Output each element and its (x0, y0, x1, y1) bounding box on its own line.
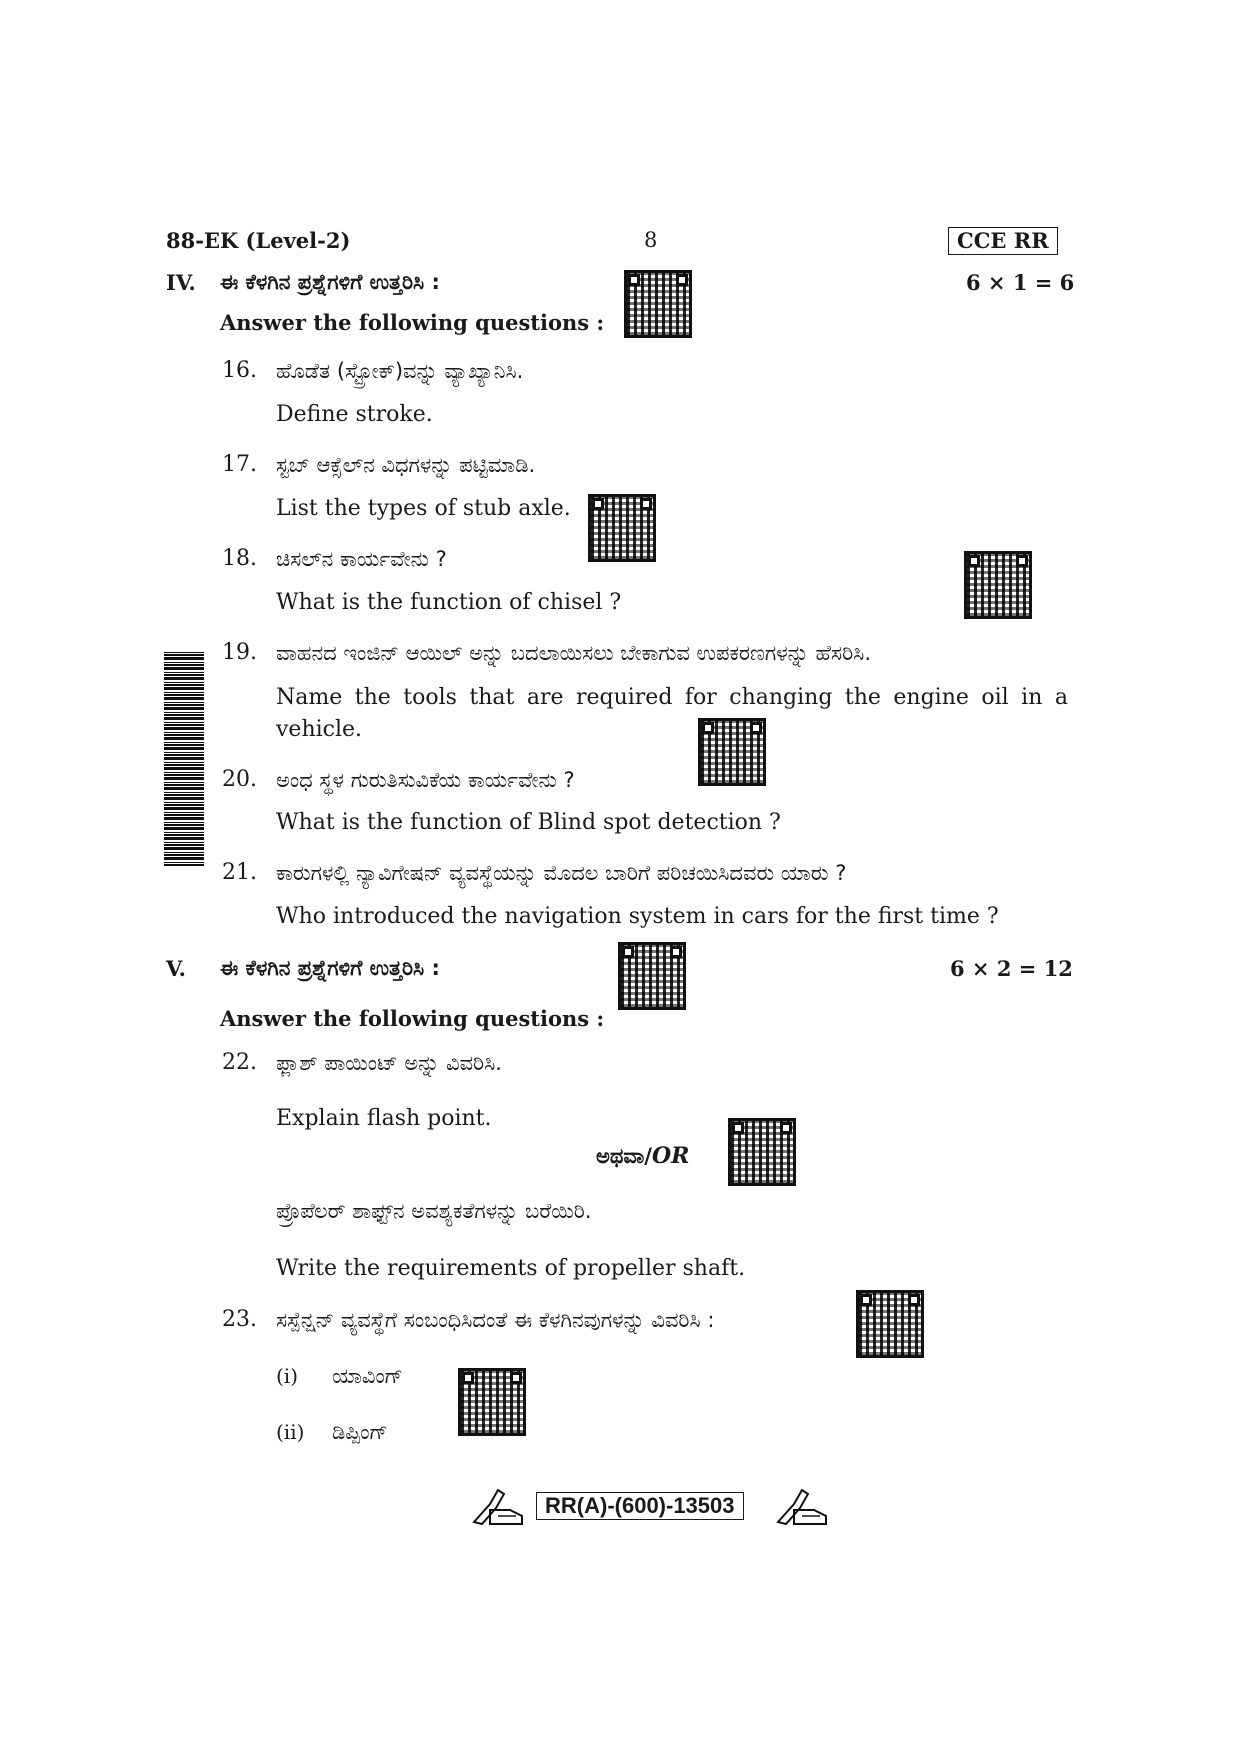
section-v-english-instruction: Answer the following questions : (220, 1006, 605, 1031)
question-kannada: ಅಂಧ ಸ್ಥಳ ಗುರುತಿಸುವಿಕೆಯ ಕಾರ್ಯವೇನು ? (276, 768, 575, 792)
question-number: 23. (222, 1307, 257, 1332)
section-v-kannada-instruction: ಈ ಕೆಳಗಿನ ಪ್ರಶ್ನೆಗಳಿಗೆ ಉತ್ತರಿಸಿ : (220, 956, 440, 980)
section-iv-english-instruction: Answer the following questions : (220, 310, 605, 335)
subpart-text: ಯಾವಿಂಗ್ (332, 1364, 403, 1388)
qr-code-icon (588, 494, 656, 562)
question-alt-english: Write the requirements of propeller shaft. (276, 1256, 746, 1281)
question-number: 19. (222, 640, 257, 665)
question-english: What is the function of chisel ? (276, 590, 622, 615)
qr-code-icon (728, 1118, 796, 1186)
question-number: 18. (222, 546, 257, 571)
question-number: 21. (222, 860, 257, 885)
question-kannada: ಸಸ್ಪೆನ್ಷನ್ ವ್ಯವಸ್ಥೆಗೆ ಸಂಬಂಧಿಸಿದಂತೆ ಈ ಕೆಳಗಿನವುಗಳನ್ನು ವಿವರಿಸಿ : (276, 1308, 715, 1332)
question-number: 22. (222, 1050, 257, 1075)
paper-code: 88-EK (Level-2) (166, 228, 351, 253)
or-kannada: ಅಥವಾ/ (596, 1144, 652, 1168)
question-kannada: ವಾಹನದ ಇಂಜಿನ್ ಆಯಿಲ್ ಅನ್ನು ಬದಲಾಯಿಸಲು ಬೇಕಾಗುವ ಉಪಕರಣಗಳನ್ನು ಹೆಸರಿಸಿ. (276, 641, 871, 665)
question-kannada: ಸ್ಟಬ್ ಆಕ್ಸೆಲ್‌ನ ವಿಧಗಳನ್ನು ಪಟ್ಟಿಮಾಡಿ. (276, 453, 536, 477)
subpart-label: (ii) (276, 1420, 305, 1444)
or-separator (596, 1143, 689, 1169)
barcode-icon (164, 650, 204, 866)
question-kannada: ಚಿಸಲ್‌ನ ಕಾರ್ಯವೇನು ? (276, 547, 447, 571)
subpart-label: (i) (276, 1364, 299, 1388)
question-number: 17. (222, 452, 257, 477)
section-iv-roman: IV. (166, 270, 196, 295)
question-number: 16. (222, 358, 257, 383)
question-number: 20. (222, 767, 257, 792)
pen-hand-icon (470, 1486, 528, 1526)
qr-code-icon (624, 270, 692, 338)
qr-code-icon (698, 718, 766, 786)
question-english: Who introduced the navigation system in cars for the first time ? (276, 904, 999, 929)
question-english-line2: vehicle. (276, 717, 363, 742)
question-alt-kannada: ಪ್ರೊಪೆಲರ್ ಶಾಫ್ಟ್‌ನ ಅವಶ್ಯಕತೆಗಳನ್ನು ಬರೆಯಿರಿ. (276, 1199, 592, 1223)
qr-code-icon (618, 942, 686, 1010)
section-iv-marks: 6 × 1 = 6 (966, 270, 1075, 295)
question-english: Explain flash point. (276, 1106, 492, 1131)
qr-code-icon (856, 1290, 924, 1358)
question-kannada: ಫ್ಲಾಶ್ ಪಾಯಿಂಟ್ ಅನ್ನು ವಿವರಿಸಿ. (276, 1051, 502, 1075)
pen-hand-icon (774, 1486, 832, 1526)
footer-code: RR(A)-(600)-13503 (536, 1492, 744, 1520)
or-english: OR (651, 1143, 690, 1169)
question-english: What is the function of Blind spot detection ? (276, 810, 781, 835)
cce-rr-badge: CCE RR (948, 227, 1058, 255)
question-english: Define stroke. (276, 402, 433, 427)
question-kannada: ಕಾರುಗಳಲ್ಲಿ ನ್ಯಾವಿಗೇಷನ್ ವ್ಯವಸ್ಥೆಯನ್ನು ಮೊದಲ ಬಾರಿಗೆ ಪರಿಚಯಿಸಿದವರು ಯಾರು ? (276, 861, 847, 885)
qr-code-icon (458, 1368, 526, 1436)
subpart-text: ಡಿಪ್ಪಿಂಗ್ (332, 1420, 388, 1444)
page-number: 8 (644, 228, 658, 252)
question-kannada: ಹೊಡೆತ (ಸ್ಟ್ರೋಕ್)ವನ್ನು ವ್ಯಾಖ್ಯಾನಿಸಿ. (276, 359, 524, 383)
qr-code-icon (964, 551, 1032, 619)
section-iv-kannada-instruction: ಈ ಕೆಳಗಿನ ಪ್ರಶ್ನೆಗಳಿಗೆ ಉತ್ತರಿಸಿ : (220, 270, 440, 294)
section-v-roman: V. (166, 956, 186, 981)
question-english-line1: Name the tools that are required for changing the engine oil in a (276, 685, 1068, 710)
question-english: List the types of stub axle. (276, 496, 571, 521)
section-v-marks: 6 × 2 = 12 (950, 956, 1073, 981)
